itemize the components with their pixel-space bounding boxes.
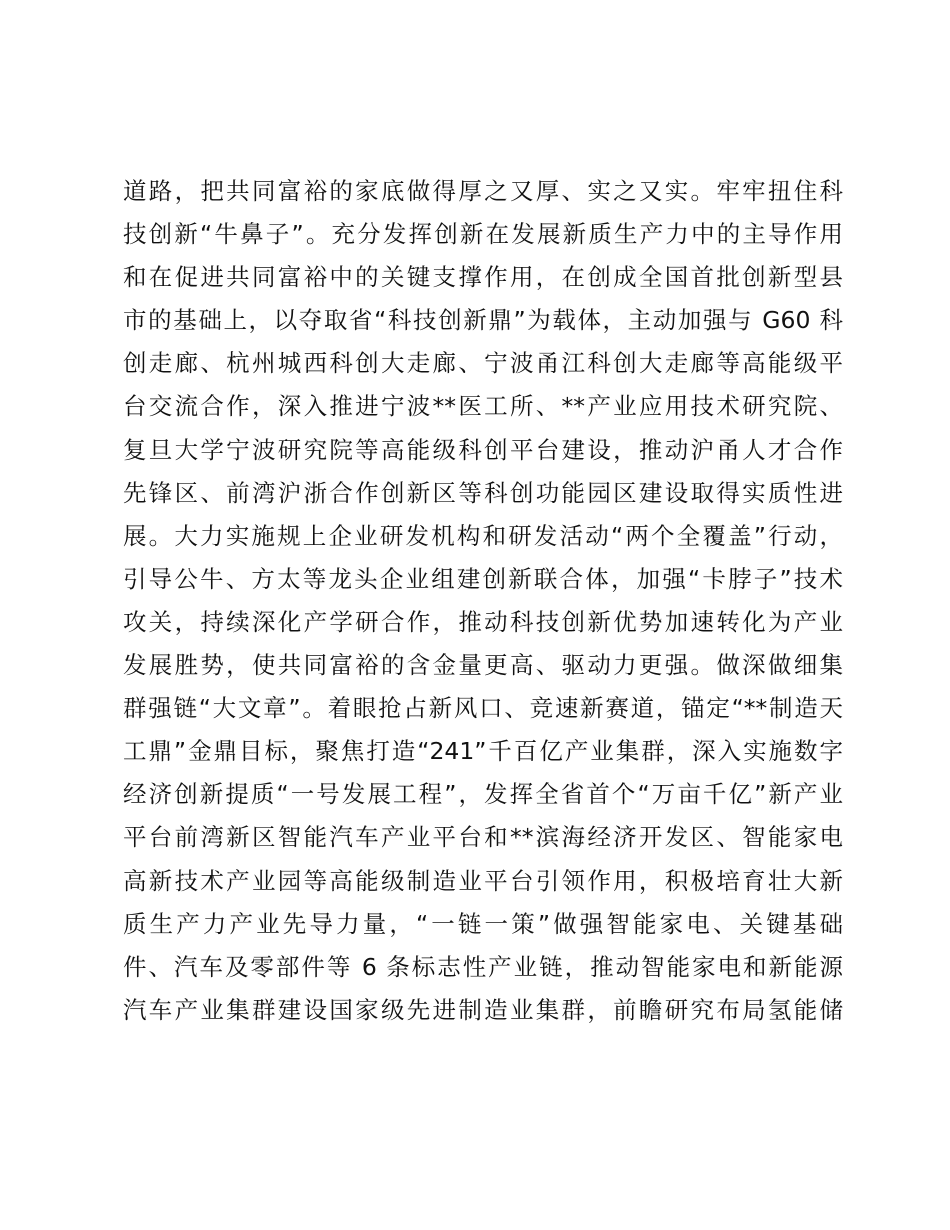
text-line: 群强链“大文章”。着眼抢占新风口、竞速新赛道，锚定“**制造天 (123, 694, 843, 723)
text-line: 复旦大学宁波研究院等高能级科创平台建设，推动沪甬人才合作 (123, 435, 843, 464)
text-line: 道路，把共同富裕的家底做得厚之又厚、实之又实。牢牢扭住科 (123, 177, 843, 205)
text-line: 市的基础上，以夺取省“科技创新鼎”为载体，主动加强与 G60 科 (123, 306, 843, 335)
text-line: 汽车产业集群建设国家级先进制造业集群，前瞻研究布局氢能储 (123, 995, 843, 1024)
text-line: 和在促进共同富裕中的关键支撑作用，在创成全国首批创新型县 (123, 263, 843, 292)
text-line: 技创新“牛鼻子”。充分发挥创新在发展新质生产力中的主导作用 (123, 220, 843, 249)
text-line: 经济创新提质“一号发展工程”，发挥全省首个“万亩千亿”新产业 (123, 780, 843, 809)
text-line: 工鼎”金鼎目标，聚焦打造“241”千百亿产业集群，深入实施数字 (123, 737, 843, 766)
text-line: 攻关，持续深化产学研合作，推动科技创新优势加速转化为产业 (123, 607, 843, 636)
text-line: 创走廊、杭州城西科创大走廊、宁波甬江科创大走廊等高能级平 (123, 349, 843, 378)
text-line: 发展胜势，使共同富裕的含金量更高、驱动力更强。做深做细集 (123, 651, 843, 680)
text-line: 台交流合作，深入推进宁波**医工所、**产业应用技术研究院、 (123, 392, 843, 421)
text-line: 引导公牛、方太等龙头企业组建创新联合体，加强“卡脖子”技术 (123, 564, 843, 593)
text-line: 展。大力实施规上企业研发机构和研发活动“两个全覆盖”行动， (123, 521, 843, 550)
body-text (123, 170, 843, 1032)
text-line: 高新技术产业园等高能级制造业平台引领作用，积极培育壮大新 (123, 866, 843, 895)
text-line: 质生产力产业先导力量，“一链一策”做强智能家电、关键基础 (123, 909, 843, 938)
text-line: 先锋区、前湾沪浙合作创新区等科创功能园区建设取得实质性进 (123, 478, 843, 507)
text-line: 平台前湾新区智能汽车产业平台和**滨海经济开发区、智能家电 (123, 823, 843, 852)
text-line: 件、汽车及零部件等 6 条标志性产业链，推动智能家电和新能源 (123, 952, 843, 981)
